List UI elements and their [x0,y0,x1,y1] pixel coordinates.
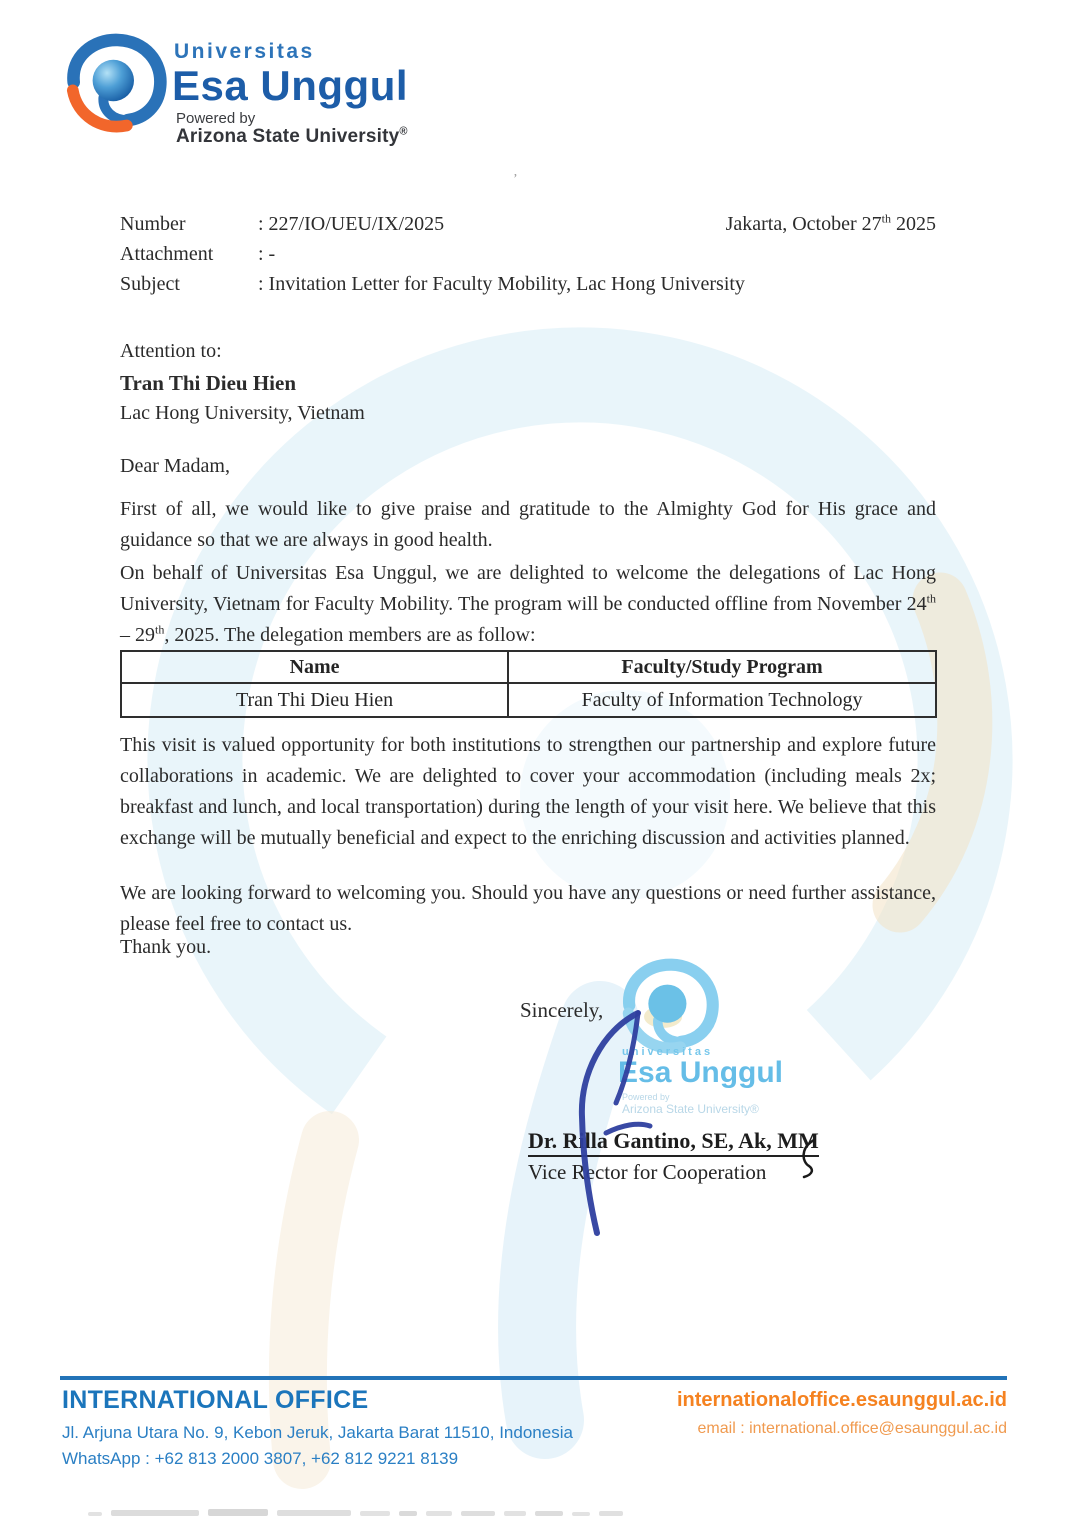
meta-value-number: : 227/IO/UEU/IX/2025 [258,213,445,235]
paragraph-1: First of all, we would like to give praise and gratitude to the Almighty God for His grace and guidance so that we are always in good health. [120,498,936,551]
signature-ink [540,1005,690,1237]
table-cell-faculty: Faculty of Information Technology [508,683,936,717]
p2-pre: On behalf of Universitas Esa Unggul, we are delighted to welcome the delegations of Lac Hong University, Vietnam for Faculty Mobility. The program will be conducted offline from November 24 [120,562,936,615]
table-header-row [121,651,936,683]
signatory-title: Vice Rector for Cooperation [528,1160,767,1184]
footer-website: internationaloffice.esaunggul.ac.id [676,1389,1007,1411]
meta-label-number: Number [120,213,186,235]
recipient-name: Tran Thi Dieu Hien [120,371,297,395]
salutation: Dear Madam, [120,455,230,477]
date-ordinal: th [881,211,891,226]
stamp-universitas-text: universitas [622,1046,714,1058]
p2-post: , 2025. The delegation members are as follow: [164,624,536,646]
p2-sup2: th [155,622,165,637]
stamp-name-text: Esa Unggul [618,1056,784,1089]
meta-value-subject: : Invitation Letter for Faculty Mobility, Lac Hong University [258,273,745,295]
date-pre: Jakarta, October 27 [725,213,882,235]
meta-value-attachment: : - [258,243,276,265]
stamp-asu-text: Arizona State University® [622,1102,759,1116]
thank-you: Thank you. [120,936,212,958]
recipient-org: Lac Hong University, Vietnam [120,402,365,424]
delegation-table [120,650,937,718]
date-line [640,213,936,236]
table-header-faculty: Faculty/Study Program [508,651,936,683]
footer-office-title: INTERNATIONAL OFFICE [62,1386,369,1414]
logo-name-text: Esa Unggul [172,62,409,109]
p2-mid: – 29 [120,624,155,646]
logo-asu-label: Arizona State University [176,126,400,147]
closing: Sincerely, [520,998,604,1022]
table-header-name: Name [121,651,508,683]
date-year: 2025 [891,213,936,235]
paragraph-2 [120,558,936,651]
pen-mark [792,1136,822,1181]
attention-label: Attention to: [120,340,222,362]
table-cell-name: Tran Thi Dieu Hien [121,683,508,717]
esa-unggul-logo-icon [62,30,170,140]
table-row [121,683,936,717]
logo-asu-text [176,126,408,148]
scan-artifact: ’ [513,172,518,187]
p2-sup1: th [926,591,936,606]
footer-whatsapp: WhatsApp : +62 813 2000 3807, +62 812 9221 8139 [62,1449,459,1468]
stamp-powered-by-text: Powered by [622,1092,670,1102]
footer-address: Jl. Arjuna Utara No. 9, Kebon Jeruk, Jakarta Barat 11510, Indonesia [62,1423,573,1442]
registered-mark: ® [399,125,408,138]
meta-label-attachment: Attachment [120,243,214,265]
paragraph-3: This visit is valued opportunity for both institutions to strengthen our partnership and explore future collaborations in academic. We are delighted to cover your accommodation (including meals 2x; breakfast and lunch, and local transportation) during the length of your visit here. We believe that this exchange will be mutually beneficial and expect to the enriching discussion and activities planned. [120,734,936,849]
meta-label-subject: Subject [120,273,180,295]
signatory-name: Dr. Rilla Gantino, SE, Ak, MM [528,1128,819,1157]
logo-powered-by-text: Powered by [176,110,256,127]
scan-smudge [88,1509,708,1516]
footer-email: email : international.office@esaunggul.ac.id [697,1420,1007,1437]
logo-universitas-text: Universitas [174,40,315,63]
paragraph-4: We are looking forward to welcoming you. Should you have any questions or need further assistance, please feel free to contact us. [120,882,936,935]
footer-divider [60,1376,1007,1380]
